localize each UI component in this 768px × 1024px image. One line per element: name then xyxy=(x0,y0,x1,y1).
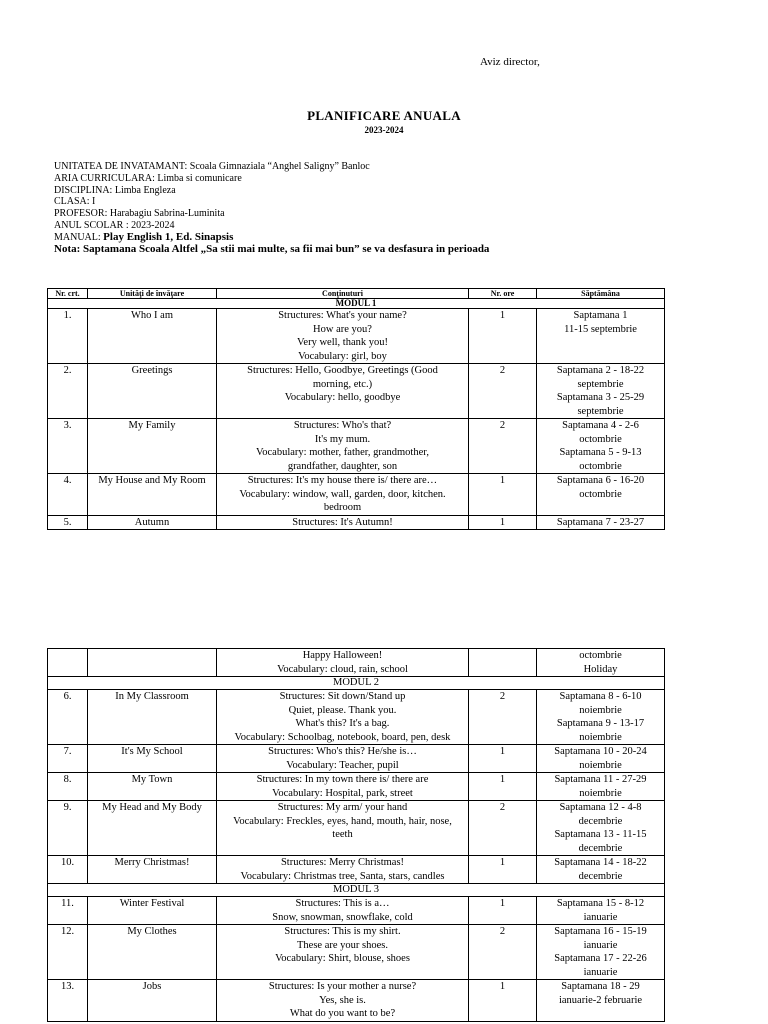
content-cell xyxy=(217,773,469,801)
nr-cell xyxy=(48,690,88,745)
nr-cell xyxy=(48,980,88,1022)
content-cell xyxy=(217,364,469,419)
ore-text: 1 xyxy=(499,857,506,868)
content-text: Vocabulary: girl, boy xyxy=(298,350,387,362)
week-text: septembrie xyxy=(577,378,624,390)
content-cell xyxy=(217,925,469,980)
content-text: Structures: Is your mother a nurse? xyxy=(268,981,417,992)
unit-text: My Head and My Body xyxy=(102,802,202,813)
content-text: Structures: What's your name? xyxy=(278,310,407,321)
nr-cell xyxy=(48,309,88,364)
content-text: Vocabulary: Schoolbag, notebook, board, pen, desk xyxy=(234,731,451,743)
nr-text: 7. xyxy=(63,746,72,757)
info-unitate: UNITATEA DE INVATAMANT: Scoala Gimnaziala “Anghel Saligny” Banloc xyxy=(54,161,370,172)
content-text: Vocabulary: window, wall, garden, door, kitchen. xyxy=(239,488,446,500)
unit-text: My Town xyxy=(131,774,173,785)
week-text: octombrie xyxy=(579,650,622,661)
week-text: ianuarie xyxy=(583,911,618,923)
school-year: 2023-2024 xyxy=(364,125,404,135)
nr-cell xyxy=(48,745,88,773)
week-text: Saptamana 4 - 2-6 xyxy=(562,420,639,431)
content-text: It's my mum. xyxy=(314,433,371,445)
content-cell xyxy=(217,649,469,677)
unit-text: Greetings xyxy=(131,365,173,376)
header-continuturi: Conţinuturi xyxy=(217,289,469,299)
info-disciplina: DISCIPLINA: Limba Engleza xyxy=(54,184,176,196)
week-cell xyxy=(537,649,665,677)
content-text: Structures: It's my house there is/ there are… xyxy=(247,475,438,486)
week-text: noiembrie xyxy=(579,731,622,743)
week-cell xyxy=(537,419,665,474)
ore-text: 2 xyxy=(499,420,506,431)
week-text: septembrie xyxy=(577,405,624,417)
info-an-scolar: ANUL SCOLAR : 2023-2024 xyxy=(54,219,175,231)
nr-cell xyxy=(48,925,88,980)
header-nr-crt: Nr. crt. xyxy=(48,289,88,299)
week-text: decembrie xyxy=(578,815,623,827)
info-profesor: PROFESOR: Harabagiu Sabrina-Luminita xyxy=(54,208,225,220)
nr-text: 11. xyxy=(61,898,74,909)
week-cell xyxy=(537,980,665,1022)
content-cell xyxy=(217,309,469,364)
ore-cell xyxy=(469,745,537,773)
document-info xyxy=(54,161,489,255)
nr-cell xyxy=(48,515,88,530)
content-text: grandfather, daughter, son xyxy=(287,460,398,472)
content-text: teeth xyxy=(332,829,353,840)
week-text: decembrie xyxy=(578,842,623,854)
document-title: PLANIFICARE ANUALA xyxy=(307,108,461,123)
content-text: Vocabulary: hello, goodbye xyxy=(284,392,401,403)
info-manual xyxy=(54,232,489,244)
unit-cell xyxy=(88,745,217,773)
week-text: Saptamana 8 - 6-10 xyxy=(559,691,642,702)
week-cell xyxy=(537,773,665,801)
ore-text: 2 xyxy=(499,365,506,376)
week-cell xyxy=(537,690,665,745)
content-text: Structures: My arm/ your hand xyxy=(277,802,408,813)
ore-text: 2 xyxy=(499,802,506,813)
nr-text: 5. xyxy=(63,516,72,528)
unit-cell xyxy=(88,856,217,884)
week-text: noiembrie xyxy=(579,787,622,799)
nr-text: 12. xyxy=(60,926,75,937)
content-text: Very well, thank you! xyxy=(297,337,388,348)
ore-text: 1 xyxy=(499,898,506,909)
content-text: Vocabulary: cloud, rain, school xyxy=(277,663,408,675)
content-cell xyxy=(217,856,469,884)
nr-cell xyxy=(48,474,88,516)
ore-cell xyxy=(469,773,537,801)
nr-text: 9. xyxy=(63,802,72,813)
content-text: Structures: Sit down/Stand up xyxy=(279,691,406,702)
unit-text: Autumn xyxy=(134,516,170,528)
content-text: Vocabulary: Christmas tree, Santa, stars, candles xyxy=(240,870,445,882)
unit-cell xyxy=(88,515,217,530)
unit-text: It's My School xyxy=(121,746,183,757)
header-nr-ore: Nr. ore xyxy=(469,289,537,299)
ore-text: 1 xyxy=(499,516,506,528)
table-header-row xyxy=(48,289,665,299)
content-cell xyxy=(217,745,469,773)
nr-cell xyxy=(48,897,88,925)
week-cell xyxy=(537,925,665,980)
unit-cell xyxy=(88,925,217,980)
week-text: decembrie xyxy=(578,870,623,882)
content-text: How are you? xyxy=(313,323,372,335)
week-text: Saptamana 5 - 9-13 xyxy=(559,447,642,458)
nr-text: 10. xyxy=(60,857,75,868)
week-text: Saptamana 16 - 15-19 xyxy=(554,926,647,937)
week-cell xyxy=(537,364,665,419)
table-row xyxy=(48,773,665,801)
unit-cell xyxy=(88,364,217,419)
unit-cell xyxy=(88,773,217,801)
nr-text: 2. xyxy=(63,365,72,376)
week-cell xyxy=(537,474,665,516)
content-text: Structures: In my town there is/ there are xyxy=(256,774,429,785)
ore-cell xyxy=(469,925,537,980)
week-cell xyxy=(537,745,665,773)
planning-table-page-1 xyxy=(47,288,665,530)
week-text: Saptamana 9 - 13-17 xyxy=(556,718,645,729)
unit-cell xyxy=(88,897,217,925)
content-text: Structures: It's Autumn! xyxy=(292,516,393,528)
header-saptamana: Săptămâna xyxy=(537,289,665,299)
ore-text: 1 xyxy=(499,310,506,321)
content-text: Snow, snowman, snowflake, cold xyxy=(272,911,413,923)
nr-text: 6. xyxy=(63,691,72,702)
content-text: What do you want to be? xyxy=(289,1008,396,1019)
ore-cell xyxy=(469,474,537,516)
table-row xyxy=(48,925,665,980)
week-text: Saptamana 2 - 18-22 xyxy=(556,365,645,376)
table-row xyxy=(48,980,665,1022)
content-text: Happy Halloween! xyxy=(302,650,383,661)
content-text: bedroom xyxy=(323,502,362,513)
ore-cell xyxy=(469,309,537,364)
week-cell xyxy=(537,856,665,884)
table-row xyxy=(48,474,665,516)
unit-cell xyxy=(88,690,217,745)
unit-text: Winter Festival xyxy=(119,898,185,909)
ore-text: 1 xyxy=(499,774,506,785)
unit-cell xyxy=(88,801,217,856)
ore-cell xyxy=(469,364,537,419)
ore-cell xyxy=(469,897,537,925)
nr-cell xyxy=(48,649,88,677)
module-1-label: MODUL 1 xyxy=(48,299,665,309)
week-text: noiembrie xyxy=(579,704,622,716)
week-text: ianuarie-2 februarie xyxy=(558,994,643,1006)
nr-text: 8. xyxy=(63,774,72,785)
week-text: Saptamana 18 - 29 xyxy=(561,981,640,992)
week-cell xyxy=(537,309,665,364)
week-cell xyxy=(537,801,665,856)
nr-cell xyxy=(48,773,88,801)
week-text: Saptamana 17 - 22-26 xyxy=(554,953,647,964)
module-row xyxy=(48,677,665,690)
unit-text: Merry Christmas! xyxy=(114,857,190,868)
nr-text: 4. xyxy=(63,475,72,486)
content-text: Yes, she is. xyxy=(319,994,366,1006)
nr-cell xyxy=(48,801,88,856)
ore-cell xyxy=(469,980,537,1022)
nr-text: 13. xyxy=(60,981,75,992)
table-row xyxy=(48,515,665,530)
week-text: Saptamana 6 - 16-20 xyxy=(556,475,645,486)
manual-value: Play English 1, Ed. Sinapsis xyxy=(103,230,234,243)
nr-text: 3. xyxy=(63,420,72,431)
module-2-label: MODUL 2 xyxy=(48,677,665,690)
week-text: Saptamana 7 - 23-27 xyxy=(556,516,645,528)
week-text: Saptamana 15 - 8-12 xyxy=(556,898,645,909)
info-aria: ARIA CURRICULARA: Limba si comunicare xyxy=(54,172,242,184)
unit-cell xyxy=(88,649,217,677)
ore-cell xyxy=(469,649,537,677)
table-row xyxy=(48,309,665,364)
ore-cell xyxy=(469,515,537,530)
header-unitati: Unităţi de învăţare xyxy=(88,289,217,299)
ore-cell xyxy=(469,856,537,884)
nota: Nota: Saptamana Scoala Altfel „Sa stii mai multe, sa fii mai bun” se va desfasura in perioada xyxy=(54,242,490,255)
nr-cell xyxy=(48,364,88,419)
content-cell xyxy=(217,980,469,1022)
table-row xyxy=(48,745,665,773)
unit-text: Jobs xyxy=(142,981,162,992)
week-text: Saptamana 1 xyxy=(573,310,628,321)
content-text: Vocabulary: Teacher, pupil xyxy=(286,759,399,771)
table-row xyxy=(48,364,665,419)
week-text: octombrie xyxy=(579,460,622,472)
week-text: ianuarie xyxy=(583,966,618,978)
table-row xyxy=(48,690,665,745)
planning-table-page-2 xyxy=(47,648,665,1022)
content-cell xyxy=(217,690,469,745)
week-text: octombrie xyxy=(579,433,622,445)
ore-text: 1 xyxy=(499,746,506,757)
unit-cell xyxy=(88,419,217,474)
content-text: Structures: Hello, Goodbye, Greetings (Good xyxy=(247,365,438,376)
content-cell xyxy=(217,474,469,516)
content-text: Structures: Who's that? xyxy=(293,420,392,431)
unit-cell xyxy=(88,980,217,1022)
week-text: 11-15 septembrie xyxy=(564,323,637,335)
table-row xyxy=(48,897,665,925)
content-text: Structures: This is my shirt. xyxy=(284,926,401,937)
unit-text: In My Classroom xyxy=(115,691,189,702)
week-text: noiembrie xyxy=(579,759,622,771)
week-cell xyxy=(537,515,665,530)
content-cell xyxy=(217,515,469,530)
week-text: octombrie xyxy=(579,488,622,500)
ore-cell xyxy=(469,690,537,745)
nr-cell xyxy=(48,419,88,474)
ore-cell xyxy=(469,801,537,856)
info-clasa: CLASA: I xyxy=(54,196,96,208)
week-text: Saptamana 13 - 11-15 xyxy=(554,829,647,840)
week-text: Saptamana 14 - 18-22 xyxy=(554,857,647,868)
content-text: Structures: This is a… xyxy=(295,898,390,909)
ore-text: 2 xyxy=(499,691,506,702)
unit-text: Who I am xyxy=(131,310,173,321)
unit-text: My Family xyxy=(128,420,176,431)
content-text: morning, etc.) xyxy=(312,378,373,390)
week-cell xyxy=(537,897,665,925)
table-row xyxy=(48,419,665,474)
unit-cell xyxy=(88,309,217,364)
table-row xyxy=(48,856,665,884)
content-text: Structures: Who's this? He/she is… xyxy=(268,746,417,757)
content-text: Vocabulary: mother, father, grandmother, xyxy=(256,447,429,458)
content-text: These are your shoes. xyxy=(297,939,388,951)
content-text: Vocabulary: Hospital, park, street xyxy=(272,787,413,799)
unit-text: My Clothes xyxy=(127,926,177,937)
unit-cell xyxy=(88,474,217,516)
content-text: Quiet, please. Thank you. xyxy=(288,704,397,716)
table-row xyxy=(48,801,665,856)
ore-cell xyxy=(469,419,537,474)
content-text: Vocabulary: Shirt, blouse, shoes xyxy=(275,953,410,964)
content-text: Vocabulary: Freckles, eyes, hand, mouth, hair, nose, xyxy=(233,815,452,827)
content-cell xyxy=(217,801,469,856)
week-text: Saptamana 3 - 25-29 xyxy=(556,392,645,403)
unit-text: My House and My Room xyxy=(98,475,206,486)
nr-text: 1. xyxy=(63,310,72,321)
module-row xyxy=(48,884,665,897)
content-text: Structures: Merry Christmas! xyxy=(280,857,405,868)
module-row xyxy=(48,299,665,309)
ore-text: 1 xyxy=(499,475,506,486)
table-row xyxy=(48,649,665,677)
manual-label: MANUAL: xyxy=(54,231,104,243)
week-text: Saptamana 11 - 27-29 xyxy=(554,774,647,785)
week-text: Holiday xyxy=(583,663,618,675)
content-cell xyxy=(217,419,469,474)
module-3-label: MODUL 3 xyxy=(48,884,665,897)
ore-text: 1 xyxy=(499,981,506,992)
content-text: What's this? It's a bag. xyxy=(295,718,390,729)
week-text: ianuarie xyxy=(583,939,618,951)
aviz-director: Aviz director, xyxy=(480,56,540,68)
week-text: Saptamana 10 - 20-24 xyxy=(554,746,647,757)
ore-text: 2 xyxy=(499,926,506,937)
content-cell xyxy=(217,897,469,925)
week-text: Saptamana 12 - 4-8 xyxy=(559,802,642,813)
nr-cell xyxy=(48,856,88,884)
